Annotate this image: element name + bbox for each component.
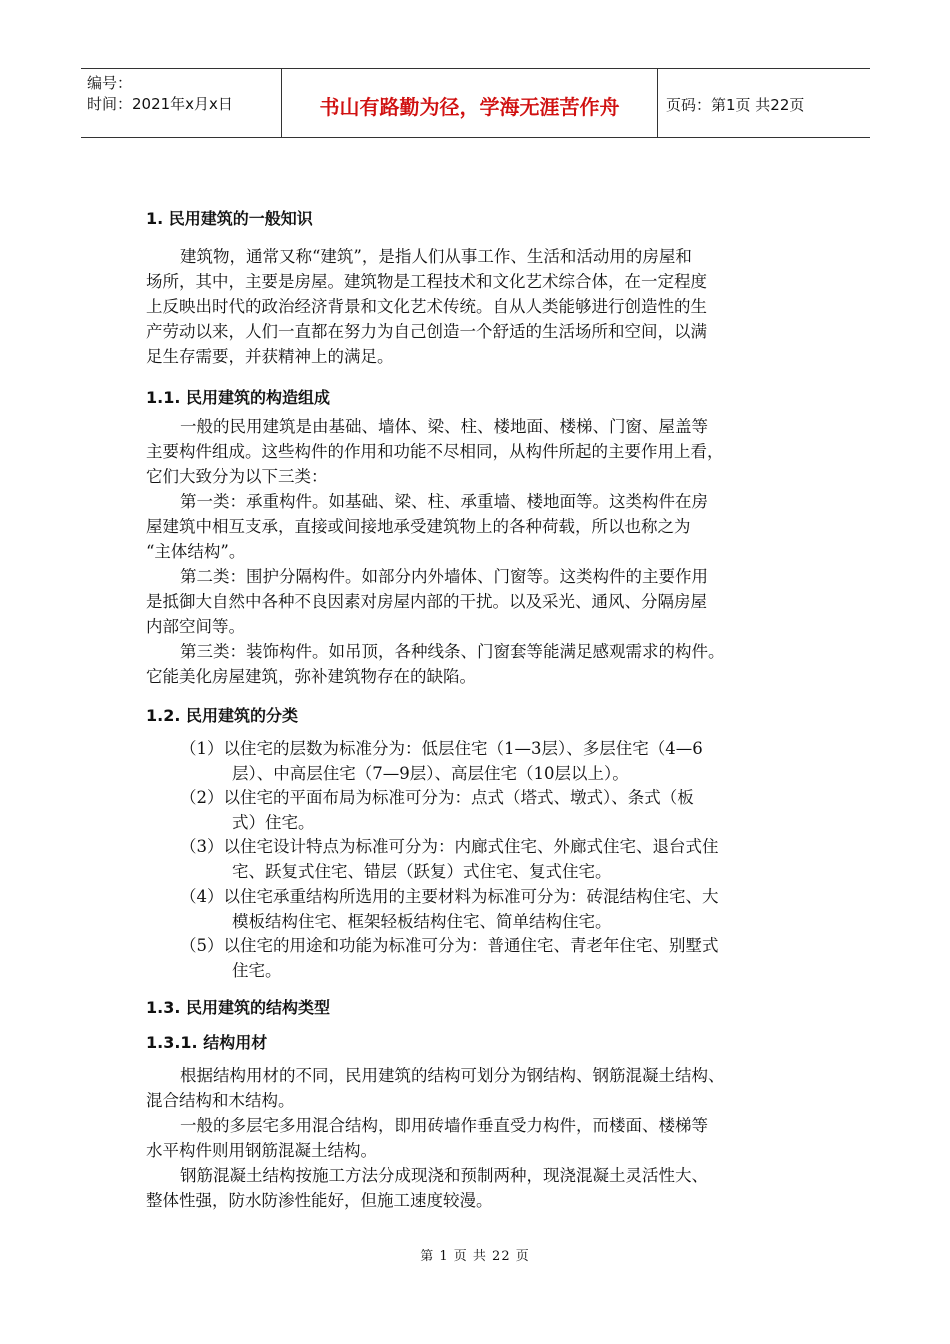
section-heading: 1. 民用建筑的一般知识	[146, 209, 313, 228]
text-line: 模板结构住宅、框架轻板结构住宅、简单结构住宅。	[232, 912, 612, 931]
section-heading: 1.3. 民用建筑的结构类型	[146, 998, 330, 1017]
text-line: 钢筋混凝土结构按施工方法分成现浇和预制两种，现浇混凝土灵活性大、	[180, 1166, 708, 1185]
text-line: 第二类：围护分隔构件。如部分内外墙体、门窗等。这类构件的主要作用	[180, 567, 708, 586]
text-line: 式）住宅。	[232, 813, 315, 832]
text-line: 根据结构用材的不同，民用建筑的结构可划分为钢结构、钢筋混凝土结构、	[180, 1066, 725, 1085]
list-item	[180, 785, 820, 835]
text-line: （1）以住宅的层数为标准分为：低层住宅（1—3层）、多层住宅（4—6	[180, 739, 703, 758]
text-line: 它能美化房屋建筑，弥补建筑物存在的缺陷。	[146, 667, 476, 686]
page-header	[81, 68, 870, 138]
text-line: 主要构件组成。这些构件的作用和功能不尽相同，从构件所起的主要作用上看，	[146, 442, 724, 461]
header-motto: 书山有路勤为径，学海无涯苦作舟	[319, 95, 620, 119]
text-line: 产劳动以来，人们一直都在努力为自己创造一个舒适的生活场所和空间，以满	[146, 322, 707, 341]
paragraph	[146, 414, 826, 689]
text-line: 宅、跃复式住宅、错层（跃复）式住宅、复式住宅。	[232, 862, 612, 881]
paragraph	[146, 1063, 826, 1213]
text-line: 住宅。	[232, 961, 282, 980]
text-line: 是抵御大自然中各种不良因素对房屋内部的干扰。以及采光、通风、分隔房屋	[146, 592, 707, 611]
text-line: 建筑物，通常又称“建筑”，是指人们从事工作、生活和活动用的房屋和	[180, 247, 692, 266]
section-heading: 1.1. 民用建筑的构造组成	[146, 388, 330, 407]
text-line: （3）以住宅设计特点为标准可分为：内廊式住宅、外廊式住宅、退台式住	[180, 837, 719, 856]
text-line: 第一类：承重构件。如基础、梁、柱、承重墙、楼地面等。这类构件在房	[180, 492, 708, 511]
text-line: 混合结构和木结构。	[146, 1091, 295, 1110]
text-line: 屋建筑中相互支承，直接或间接地承受建筑物上的各种荷载，所以也称之为	[146, 517, 691, 536]
text-line: 第三类：装饰构件。如吊顶，各种线条、门窗套等能满足感观需求的构件。	[180, 642, 725, 661]
text-line: （2）以住宅的平面布局为标准可分为：点式（塔式、墩式）、条式（板	[180, 788, 694, 807]
text-line: 场所，其中，主要是房屋。建筑物是工程技术和文化艺术综合体，在一定程度	[146, 272, 707, 291]
page-footer: 第 1 页 共 22 页	[420, 1249, 530, 1264]
subsection-heading: 1.3.1. 结构用材	[146, 1033, 268, 1052]
text-line: （5）以住宅的用途和功能为标准可分为：普通住宅、青老年住宅、别墅式	[180, 936, 719, 955]
text-line: 足生存需要，并获精神上的满足。	[146, 347, 394, 366]
text-line: 层）、中高层住宅（7—9层）、高层住宅（10层以上）。	[232, 764, 629, 783]
text-line: 它们大致分为以下三类：	[146, 467, 328, 486]
list-item	[180, 834, 820, 884]
header-page-info: 页码：第1页 共22页	[666, 96, 805, 114]
text-line: 一般的民用建筑是由基础、墙体、梁、柱、楼地面、楼梯、门窗、屋盖等	[180, 417, 708, 436]
text-line: 一般的多层宅多用混合结构，即用砖墙作垂直受力构件，而楼面、楼梯等	[180, 1116, 708, 1135]
section-heading: 1.2. 民用建筑的分类	[146, 706, 298, 725]
number-label: 编号：	[87, 74, 133, 92]
paragraph	[146, 244, 826, 369]
text-line: 整体性强，防水防渗性能好，但施工速度较漫。	[146, 1191, 493, 1210]
list-item	[180, 736, 820, 786]
list-item	[180, 884, 820, 934]
time-label: 时间：2021年x月x日	[87, 95, 233, 113]
header-meta	[87, 73, 277, 115]
header-divider	[657, 69, 658, 137]
text-line: “主体结构”。	[146, 542, 246, 561]
text-line: 水平构件则用钢筋混凝土结构。	[146, 1141, 377, 1160]
list-item	[180, 933, 820, 983]
text-line: （4）以住宅承重结构所选用的主要材料为标准可分为：砖混结构住宅、大	[180, 887, 719, 906]
text-line: 上反映出时代的政治经济背景和文化艺术传统。自从人类能够进行创造性的生	[146, 297, 707, 316]
text-line: 内部空间等。	[146, 617, 245, 636]
